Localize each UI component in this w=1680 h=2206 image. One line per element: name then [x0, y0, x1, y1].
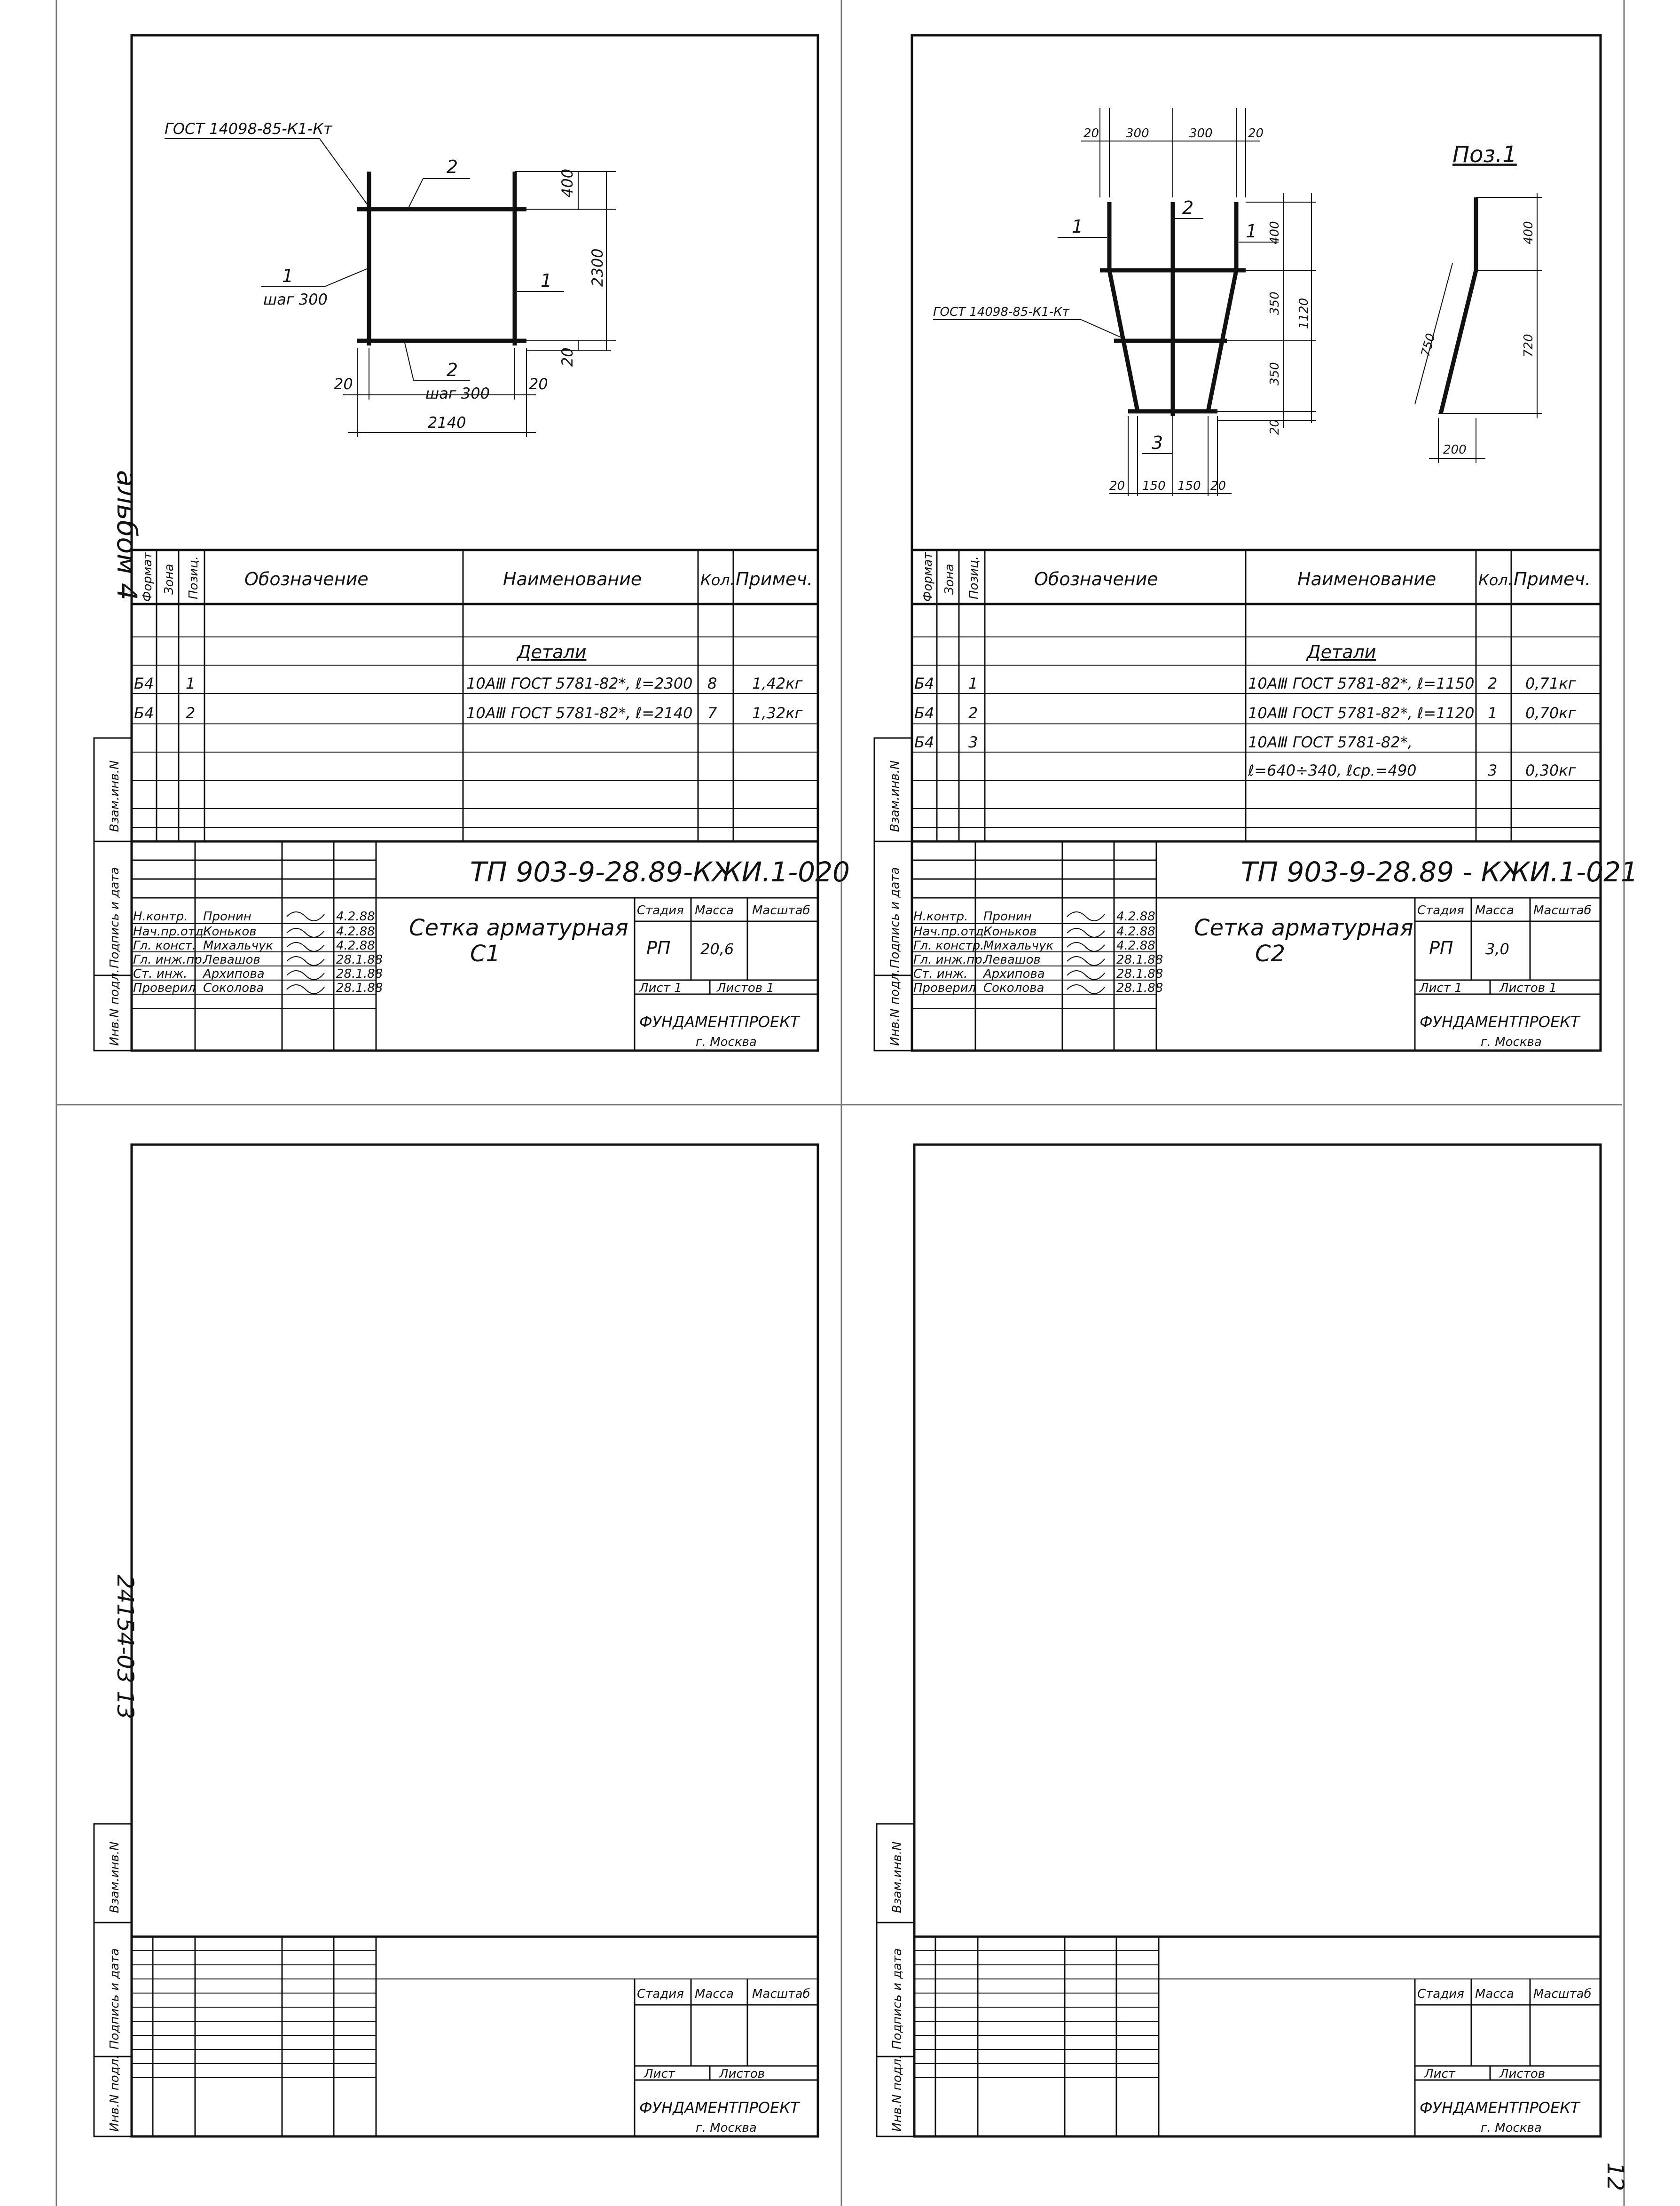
- spec-row: [914, 733, 1413, 751]
- top-dim: 20: [1248, 126, 1264, 141]
- pos-2-label-bottom: 2: [447, 360, 458, 380]
- tb-list: Лист 1: [639, 981, 682, 995]
- side-podpis-data: Подпись и дата: [108, 1948, 122, 2049]
- spec-row: [1248, 762, 1576, 779]
- sig-date: 4.2.88: [336, 910, 375, 924]
- tb-massa: Масса: [695, 1987, 734, 2001]
- pos-2-label: 2: [447, 157, 458, 177]
- doc-title-2: С2: [1255, 941, 1286, 967]
- weld-note-2: ГОСТ 14098-85-К1-Кт: [933, 305, 1069, 319]
- side-inv-podl: Инв.N подл.: [890, 2055, 904, 2132]
- bottom-dim: 150: [1142, 479, 1166, 493]
- tb-stage-value: РП: [646, 938, 671, 958]
- vert-dim: 350: [1268, 362, 1282, 385]
- tb-masshtab: Масштаб: [1533, 903, 1592, 918]
- tb-stage-value: РП: [1429, 938, 1453, 958]
- row-name: 10АⅢ ГОСТ 5781-82*,: [1248, 733, 1413, 751]
- signature-row: [133, 953, 383, 967]
- page-separators: [56, 0, 1624, 2206]
- weld-note: ГОСТ 14098-85-К1-Кт: [165, 120, 332, 138]
- row-format: Б4: [914, 704, 934, 722]
- tb-mass-value: 20,6: [700, 940, 734, 958]
- doc-title-1: Сетка арматурная: [409, 915, 628, 941]
- pos-1-right: 1: [1246, 221, 1257, 242]
- dim-20-right: 20: [558, 347, 576, 367]
- row-poz: 1: [186, 675, 196, 692]
- sig-name: Пронин: [203, 910, 251, 924]
- tb-mass-value: 3,0: [1485, 940, 1509, 958]
- tb-org: ФУНДАМЕНТПРОЕКТ: [1420, 2099, 1580, 2117]
- poz1-200: 200: [1443, 443, 1467, 457]
- sig-name: Соколова: [983, 981, 1044, 995]
- sig-date: 4.2.88: [336, 925, 375, 939]
- sig-date: 28.1.88: [336, 981, 383, 995]
- signature-scribble: [1067, 985, 1105, 994]
- signature-row: [133, 939, 375, 953]
- sig-date: 4.2.88: [336, 939, 375, 953]
- row-format: Б4: [134, 675, 154, 692]
- sig-name: Коньков: [983, 925, 1037, 939]
- tb-listov: Листов: [719, 2067, 765, 2081]
- hdr-oboznachenie: Обозначение: [1034, 569, 1158, 589]
- dim-1120: 1120: [1297, 298, 1311, 329]
- tb-masshtab: Масштаб: [752, 1987, 810, 2001]
- sig-date: 28.1.88: [336, 953, 383, 967]
- row-poz: 2: [968, 704, 978, 722]
- signature-row: [913, 981, 1163, 995]
- pos-3: 3: [1152, 432, 1163, 453]
- album-label: альбом 4: [111, 470, 143, 601]
- bottom-dim: 20: [1210, 479, 1226, 493]
- signature-scribble: [1067, 971, 1105, 980]
- signature-row: [913, 925, 1155, 939]
- row-poz: 1: [968, 675, 978, 692]
- spec-table-1: [132, 550, 818, 841]
- sig-role: Ст. инж.: [133, 967, 188, 981]
- row-name: 10АⅢ ГОСТ 5781-82*, ℓ=2140: [466, 704, 693, 722]
- spec-row: [134, 675, 803, 692]
- sig-role: Проверил: [913, 981, 976, 995]
- sig-role: Гл. конст.: [133, 939, 196, 953]
- signature-row: [133, 981, 383, 995]
- side-stamp-3: [94, 1824, 132, 2136]
- side-podpis-data: Подпись и дата: [108, 867, 122, 968]
- tb-city: г. Москва: [696, 2121, 757, 2135]
- dim-20-left: 20: [334, 375, 353, 393]
- sig-date: 28.1.88: [336, 967, 383, 981]
- side-inv-podl: Инв.N подл.: [888, 969, 902, 1046]
- sig-role: Н.контр.: [913, 910, 968, 924]
- spec-table-2: [912, 550, 1601, 841]
- tb-stadia: Стадия: [637, 903, 684, 918]
- hdr-zona: Зона: [162, 564, 176, 595]
- tb-listov: Листов 1: [1499, 981, 1557, 995]
- hdr-zona: Зона: [942, 564, 957, 595]
- poz1-720: 720: [1522, 334, 1536, 357]
- sig-date: 4.2.88: [1116, 910, 1155, 924]
- row-format: Б4: [914, 675, 934, 692]
- hdr-oboznachenie: Обозначение: [244, 569, 369, 589]
- row-kol: 3: [1488, 762, 1498, 779]
- sig-role: Ст. инж.: [913, 967, 968, 981]
- row-note: 0,30кг: [1525, 762, 1576, 779]
- sig-role: Гл. констр.: [913, 939, 984, 953]
- dim-20-bottom: 20: [529, 375, 548, 393]
- signature-scribble: [287, 912, 324, 921]
- side-stamp-1: [94, 738, 132, 1051]
- sig-name: Михальчук: [983, 939, 1054, 953]
- sig-name: Соколова: [203, 981, 264, 995]
- side-inv-podl: Инв.N подл.: [108, 2055, 122, 2132]
- tb-org: ФУНДАМЕНТПРОЕКТ: [1420, 1013, 1580, 1031]
- pos-1-label-right: 1: [541, 270, 552, 291]
- hdr-kol: Кол.: [1478, 571, 1513, 589]
- row-name: 10АⅢ ГОСТ 5781-82*, ℓ=1120: [1248, 704, 1475, 722]
- side-vzam-inv: Взам.инв.N: [888, 760, 902, 832]
- doc-title-1: Сетка арматурная: [1194, 915, 1413, 941]
- sig-name: Архипова: [983, 967, 1045, 981]
- sheet-3: [94, 1145, 818, 2136]
- doc-title-2: С1: [470, 941, 501, 967]
- row-note: 1,32кг: [752, 704, 803, 722]
- tb-massa: Масса: [695, 903, 734, 918]
- tb-listov: Листов: [1499, 2067, 1546, 2081]
- signature-scribble: [1067, 942, 1105, 951]
- row-poz: 3: [968, 733, 978, 751]
- signature-row: [913, 910, 1155, 924]
- tb-city: г. Москва: [1481, 2121, 1542, 2135]
- row-kol: 8: [707, 675, 717, 692]
- sig-name: Пронин: [983, 910, 1032, 924]
- row-note: 0,70кг: [1525, 704, 1576, 722]
- row-name: 10АⅢ ГОСТ 5781-82*, ℓ=1150: [1248, 675, 1475, 692]
- tb-city: г. Москва: [696, 1035, 757, 1049]
- pos-2: 2: [1182, 197, 1194, 218]
- signature-row: [133, 925, 375, 939]
- tb-list: Лист 1: [1420, 981, 1462, 995]
- hdr-naimenovanie: Наименование: [503, 569, 642, 589]
- tb-org: ФУНДАМЕНТПРОЕКТ: [639, 1013, 800, 1031]
- pos-1-left: 1: [1072, 216, 1083, 237]
- spec-section: Детали: [517, 642, 587, 662]
- poz1-750: 750: [1418, 332, 1438, 358]
- vert-dim: 20: [1268, 419, 1282, 435]
- signature-row: [133, 910, 375, 924]
- spec-section: Детали: [1307, 642, 1376, 662]
- vert-dim: 350: [1268, 291, 1282, 315]
- top-dim: 300: [1189, 126, 1213, 141]
- signature-scribble: [1067, 957, 1105, 966]
- row-note: 0,71кг: [1525, 675, 1576, 692]
- row-note: 1,42кг: [752, 675, 803, 692]
- tb-list: Лист: [644, 2067, 675, 2081]
- row-kol: 7: [707, 704, 717, 722]
- signature-scribble: [287, 971, 324, 980]
- sig-date: 4.2.88: [1116, 925, 1155, 939]
- hdr-format: Формат: [921, 552, 935, 602]
- sig-date: 4.2.88: [1116, 939, 1155, 953]
- tb-masshtab: Масштаб: [752, 903, 810, 918]
- signature-scribble: [1067, 928, 1105, 937]
- spec-row: [134, 704, 803, 722]
- row-name: 10АⅢ ГОСТ 5781-82*, ℓ=2300: [466, 675, 693, 692]
- signature-scribble: [287, 985, 324, 994]
- signature-row: [133, 967, 383, 981]
- shag-bottom: шаг 300: [425, 385, 490, 402]
- side-stamp-4: [877, 1824, 914, 2136]
- sig-role: Нач.пр.отд.: [133, 925, 208, 939]
- side-podpis-data: Подпись и дата: [888, 867, 902, 968]
- dim-2300: 2300: [589, 248, 606, 287]
- sig-date: 28.1.88: [1116, 981, 1163, 995]
- title-block-1: [132, 841, 850, 1051]
- side-vzam-inv: Взам.инв.N: [108, 1841, 122, 1913]
- tb-stadia: Стадия: [637, 1987, 684, 2001]
- hdr-primech: Примеч.: [736, 569, 813, 589]
- sheet-2: [874, 35, 1638, 1051]
- hdr-primech: Примеч.: [1514, 569, 1591, 589]
- tb-stadia: Стадия: [1417, 903, 1464, 918]
- tb-massa: Масса: [1475, 1987, 1514, 2001]
- sig-role: Гл. инж.пр.: [133, 953, 206, 967]
- signature-scribble: [287, 942, 324, 951]
- row-name: ℓ=640÷340, ℓср.=490: [1248, 762, 1417, 779]
- hdr-format: Формат: [141, 552, 155, 602]
- dim-2140: 2140: [428, 414, 466, 432]
- tb-massa: Масса: [1475, 903, 1514, 918]
- top-dim: 300: [1126, 126, 1149, 141]
- sig-role: Проверил: [133, 981, 196, 995]
- mesh-c1-drawing: [165, 120, 616, 437]
- side-vzam-inv: Взам.инв.N: [108, 760, 122, 832]
- hdr-poz: Позиц.: [187, 556, 201, 599]
- hdr-naimenovanie: Наименование: [1297, 569, 1437, 589]
- doc-code: ТП 903-9-28.89-КЖИ.1-020: [470, 856, 850, 888]
- signature-scribble: [287, 957, 324, 966]
- signature-row: [913, 967, 1163, 981]
- sig-name: Левашов: [203, 953, 260, 967]
- signature-row: [913, 953, 1163, 967]
- pos-1-label-left: 1: [282, 266, 294, 286]
- top-dim: 20: [1083, 126, 1099, 141]
- sig-name: Левашов: [983, 953, 1041, 967]
- side-inv-podl: Инв.N подл.: [108, 969, 122, 1046]
- page-number: 12: [1602, 2162, 1628, 2191]
- doc-code: ТП 903-9-28.89 - КЖИ.1-021: [1241, 856, 1638, 888]
- row-poz: 2: [186, 704, 196, 722]
- row-format: Б4: [134, 704, 154, 722]
- tb-list: Лист: [1424, 2067, 1455, 2081]
- tb-org: ФУНДАМЕНТПРОЕКТ: [639, 2099, 800, 2117]
- sig-name: Архипова: [203, 967, 265, 981]
- side-podpis-data: Подпись и дата: [890, 1948, 904, 2049]
- sig-date: 28.1.88: [1116, 953, 1163, 967]
- sig-name: Коньков: [203, 925, 257, 939]
- poz1-400: 400: [1522, 221, 1536, 244]
- row-kol: 2: [1488, 675, 1498, 692]
- sig-name: Михальчук: [203, 939, 274, 953]
- hdr-poz: Позиц.: [967, 556, 981, 599]
- hdr-kol: Кол.: [700, 571, 735, 589]
- signature-scribble: [287, 928, 324, 937]
- signature-row: [913, 939, 1155, 953]
- sheet-1: [94, 35, 850, 1051]
- row-kol: 1: [1488, 704, 1498, 722]
- title-block-2: [912, 841, 1638, 1051]
- sheet-4: [877, 1145, 1601, 2136]
- side-stamp-2: [874, 738, 912, 1051]
- sig-role: Гл. инж.пр.: [913, 953, 986, 967]
- row-format: Б4: [914, 733, 934, 751]
- sig-date: 28.1.88: [1116, 967, 1163, 981]
- signature-scribble: [1067, 912, 1105, 921]
- title-block-3: [132, 1937, 818, 2136]
- bottom-dim: 150: [1178, 479, 1201, 493]
- side-vzam-inv: Взам.инв.N: [890, 1841, 904, 1913]
- sig-role: Нач.пр.отд.: [913, 925, 988, 939]
- mesh-c2-drawing: [933, 108, 1542, 496]
- archive-number: 24154-03 13: [112, 1575, 138, 1719]
- tb-masshtab: Масштаб: [1533, 1987, 1592, 2001]
- tb-stadia: Стадия: [1417, 1987, 1464, 2001]
- poz1-label: Поз.1: [1452, 141, 1517, 168]
- sig-role: Н.контр.: [133, 910, 188, 924]
- vert-dim: 400: [1268, 221, 1282, 244]
- dim-400: 400: [558, 168, 576, 197]
- tb-listov: Листов 1: [717, 981, 774, 995]
- title-block-4: [914, 1937, 1601, 2136]
- bottom-dim: 20: [1109, 479, 1125, 493]
- tb-city: г. Москва: [1481, 1035, 1542, 1049]
- shag-left: шаг 300: [263, 290, 328, 308]
